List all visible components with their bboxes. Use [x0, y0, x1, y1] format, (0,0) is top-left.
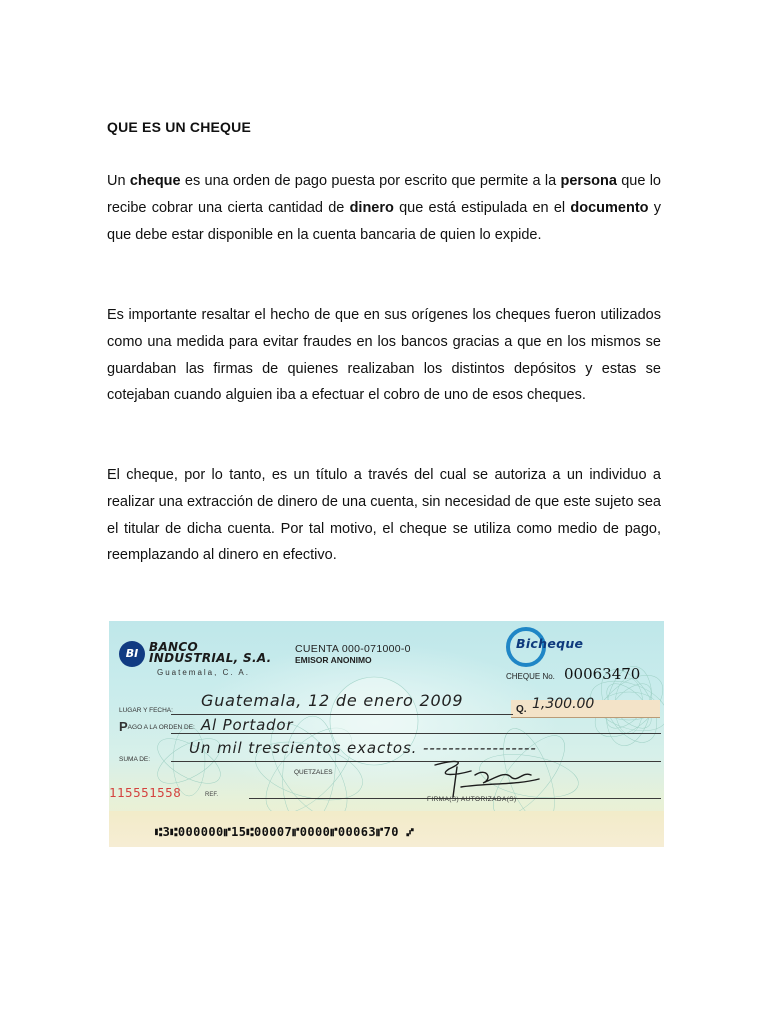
bank-logo-icon: BI: [119, 641, 145, 667]
place-date-line: [171, 714, 513, 715]
micr-line: ⑆3⑆000000⑈15⑆00007⑈0000⑈00063⑈70 ⑇: [155, 825, 415, 839]
payee-line: [171, 733, 661, 734]
cheque-image: [109, 621, 664, 847]
p1-text-4: que está estipulada en el: [393, 199, 571, 216]
payee-label-text: AGO A LA ORDEN DE:: [127, 724, 195, 731]
serial-number: 115551558: [109, 785, 182, 800]
bank-city: Guatemala, C. A.: [157, 668, 250, 677]
paragraph-origins: Es importante resaltar el hecho de que en sus orígenes los cheques fueron utilizados como una medida para evitar fraudes en los bancos gracias a que en los mismos se guardaban las firmas de quienes realizaban los distintos depósitos y estas se cotejaban cuando alguien iba a efectuar el cobro de uno de esos cheques.: [107, 307, 661, 404]
signature-mark: [427, 757, 547, 801]
sum-line: [171, 761, 661, 762]
quetzales-label: QUETZALES: [294, 769, 333, 776]
payee-value: Al Portador: [201, 716, 294, 734]
issuer-label: EMISOR ANONIMO: [295, 655, 372, 665]
term-persona: persona: [560, 173, 617, 189]
payee-label-initial: P: [119, 719, 128, 734]
cheque-number: 00063470: [564, 665, 641, 683]
paragraph-usage: El cheque, por lo tanto, es un título a través del cual se autoriza a un individuo a realizar una extracción de dinero de una cuenta, sin necesidad de que este sujeto sea el titular de dicha cuenta. Por tal motivo, el cheque se utiliza como medio de pago, reemplazando al dinero en efectivo.: [107, 467, 661, 564]
term-cheque: cheque: [129, 173, 181, 189]
p1-text-1: Un: [107, 173, 130, 189]
place-date-label: LUGAR Y FECHA:: [119, 707, 173, 714]
sum-label: SUMA DE:: [119, 756, 151, 763]
payee-label: [119, 719, 195, 734]
page-title: QUE ES UN CHEQUE: [107, 119, 251, 135]
bank-name-line1: BANCO: [149, 640, 198, 654]
amount-words-value: Un mil trescientos exactos. ------------------: [189, 739, 537, 757]
paragraph-definition: [107, 168, 661, 248]
cheque-number-label: CHEQUE No.: [506, 672, 555, 681]
account-number: CUENTA 000-071000-0: [295, 643, 411, 655]
ref-label: REF.: [205, 792, 219, 798]
amount-value: 1,300.00: [532, 696, 595, 712]
signature-label: FIRMA(S) AUTORIZADA(S): [427, 796, 517, 803]
place-date-value: Guatemala, 12 de enero 2009: [201, 691, 464, 710]
p1-text-5: y que debe estar disponible en la cuenta bancaria de quien lo expide.: [107, 199, 661, 243]
brand-name: Bicheque: [516, 636, 584, 651]
p1-text-2: es una orden de pago puesta por escrito que permite a la: [180, 173, 561, 189]
bank-name-line2: INDUSTRIAL, S.A.: [149, 651, 272, 665]
term-dinero: dinero: [349, 199, 394, 216]
currency-label: Q.: [516, 704, 527, 715]
p1-text-3: que lo recibe cobrar una cierta cantidad de: [107, 173, 661, 216]
term-documento: documento: [570, 199, 649, 216]
